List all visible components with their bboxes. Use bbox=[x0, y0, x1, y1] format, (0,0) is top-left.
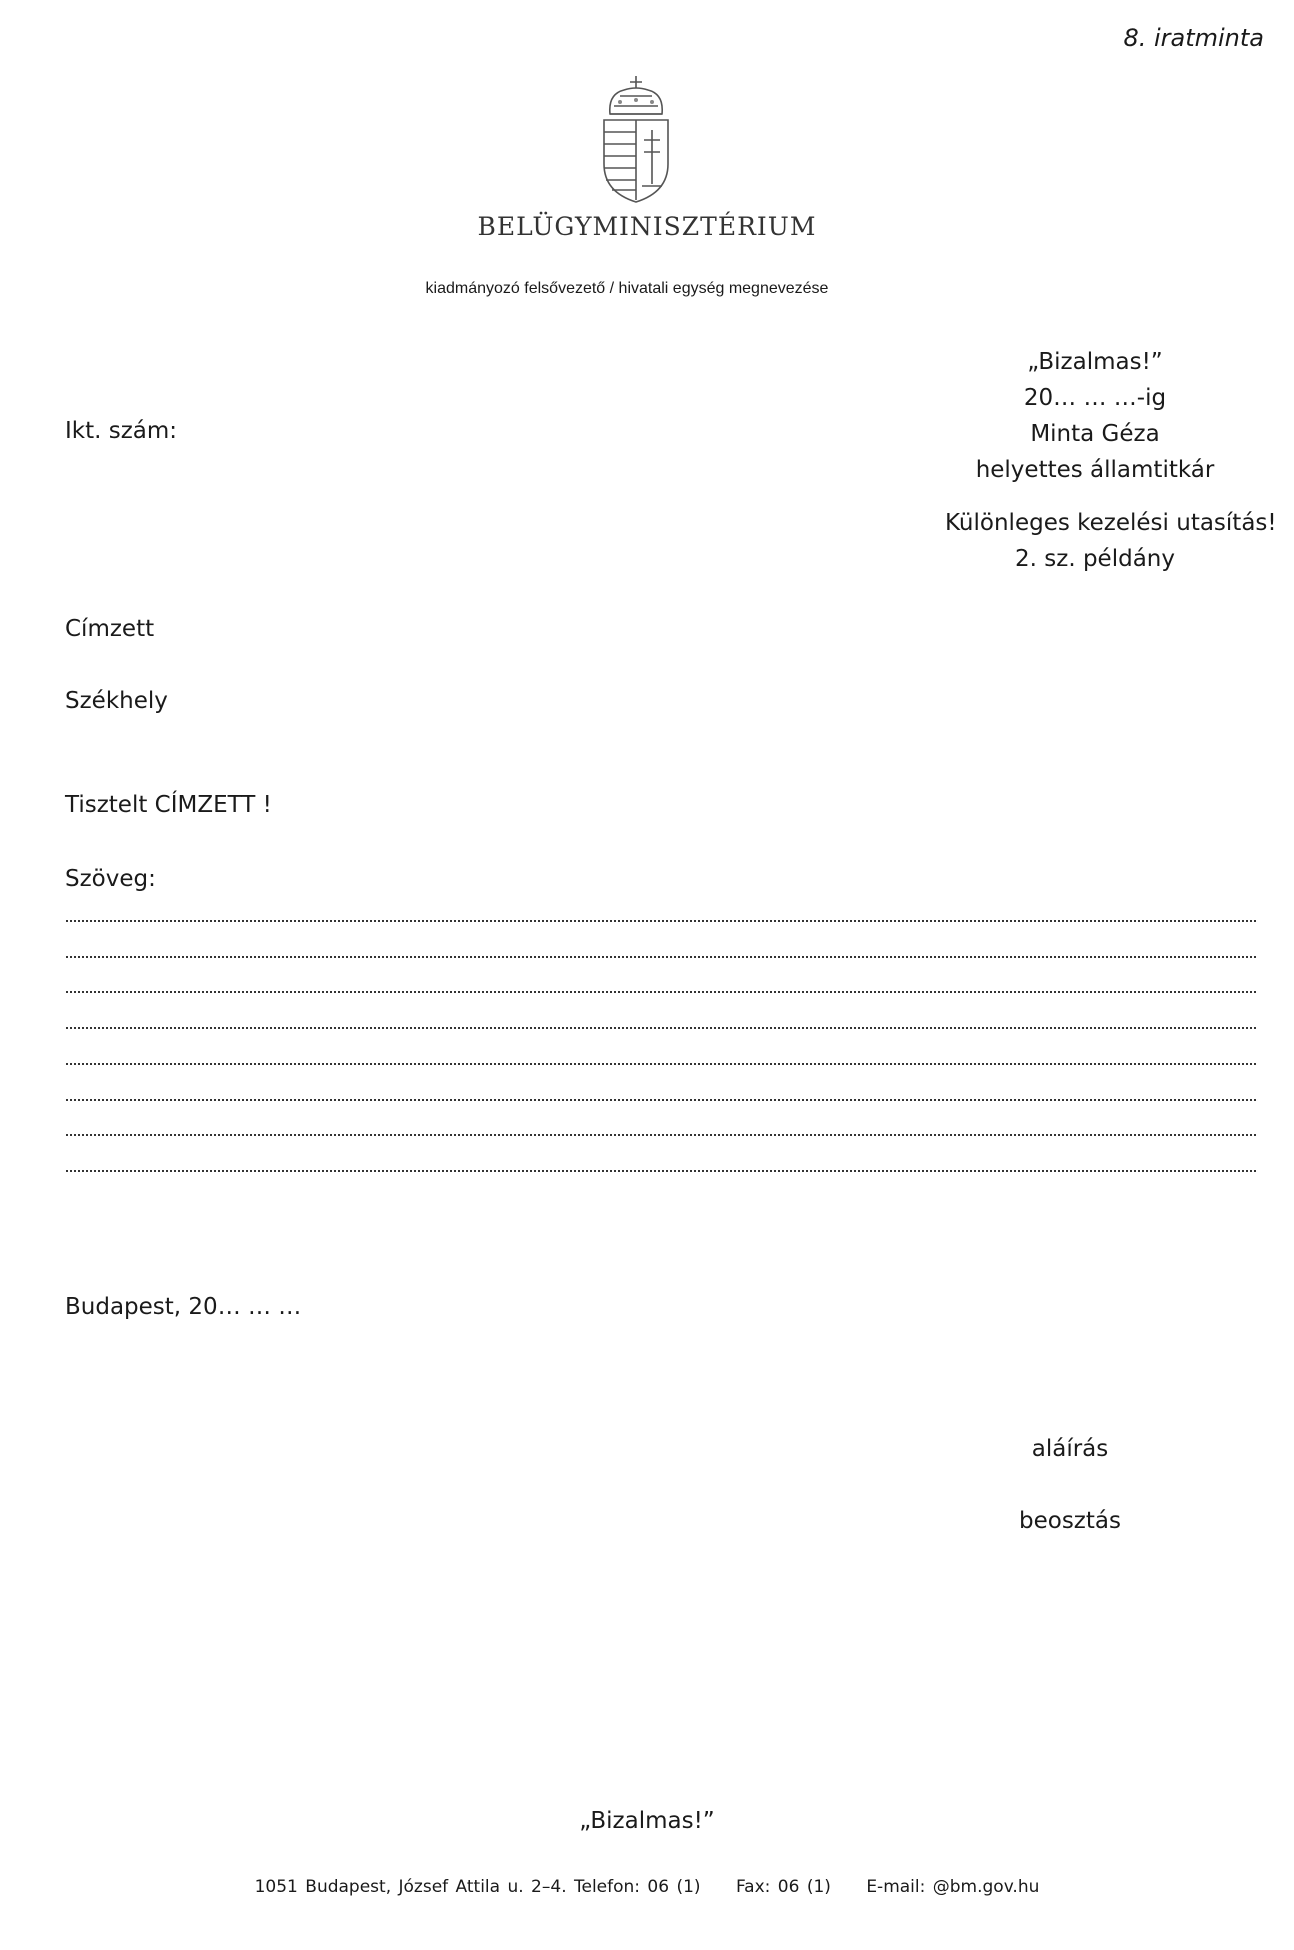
place-and-date: Budapest, 20… … … bbox=[65, 1294, 302, 1320]
footer-classification: „Bizalmas!” bbox=[579, 1808, 715, 1834]
text-line bbox=[66, 1170, 1256, 1172]
footer-email: E-mail: @bm.gov.hu bbox=[866, 1877, 1040, 1897]
handling-instruction: Különleges kezelési utasítás! bbox=[945, 510, 1277, 536]
ministry-name: BELÜGYMINISZTÉRIUM bbox=[477, 212, 817, 241]
coat-of-arms-icon bbox=[596, 74, 676, 206]
registration-number-label: Ikt. szám: bbox=[65, 418, 178, 444]
classifier-name: Minta Géza bbox=[1030, 421, 1160, 447]
recipient: Címzett bbox=[65, 616, 155, 642]
text-line bbox=[66, 956, 1256, 958]
text-line bbox=[66, 1099, 1256, 1101]
text-line bbox=[66, 920, 1256, 922]
validity-date: 20… … …-ig bbox=[1023, 385, 1167, 411]
text-line bbox=[66, 1063, 1256, 1065]
classification-block bbox=[960, 344, 1230, 488]
document-type-label: 8. iratminta bbox=[1123, 24, 1264, 52]
footer-contact bbox=[0, 1877, 1294, 1897]
text-line bbox=[66, 1027, 1256, 1029]
handling-block bbox=[945, 505, 1277, 577]
recipient-seat: Székhely bbox=[65, 688, 168, 714]
classification-mark: „Bizalmas!” bbox=[1027, 349, 1163, 375]
text-label: Szöveg: bbox=[65, 866, 156, 892]
text-line bbox=[66, 1134, 1256, 1136]
footer-fax: Fax: 06 (1) bbox=[735, 1877, 831, 1897]
signature-label: aláírás bbox=[1031, 1436, 1109, 1462]
issuing-unit: kiadmányozó felsővezető / hivatali egység megnevezése bbox=[425, 280, 829, 297]
salutation: Tisztelt CÍMZETT ! bbox=[65, 792, 272, 818]
footer-address: 1051 Budapest, József Attila u. 2–4. Telefon: 06 (1) bbox=[254, 1877, 701, 1897]
text-line bbox=[66, 991, 1256, 993]
copy-number: 2. sz. példány bbox=[1015, 546, 1175, 572]
position-label: beosztás bbox=[1019, 1508, 1121, 1534]
classifier-title: helyettes államtitkár bbox=[975, 457, 1215, 483]
